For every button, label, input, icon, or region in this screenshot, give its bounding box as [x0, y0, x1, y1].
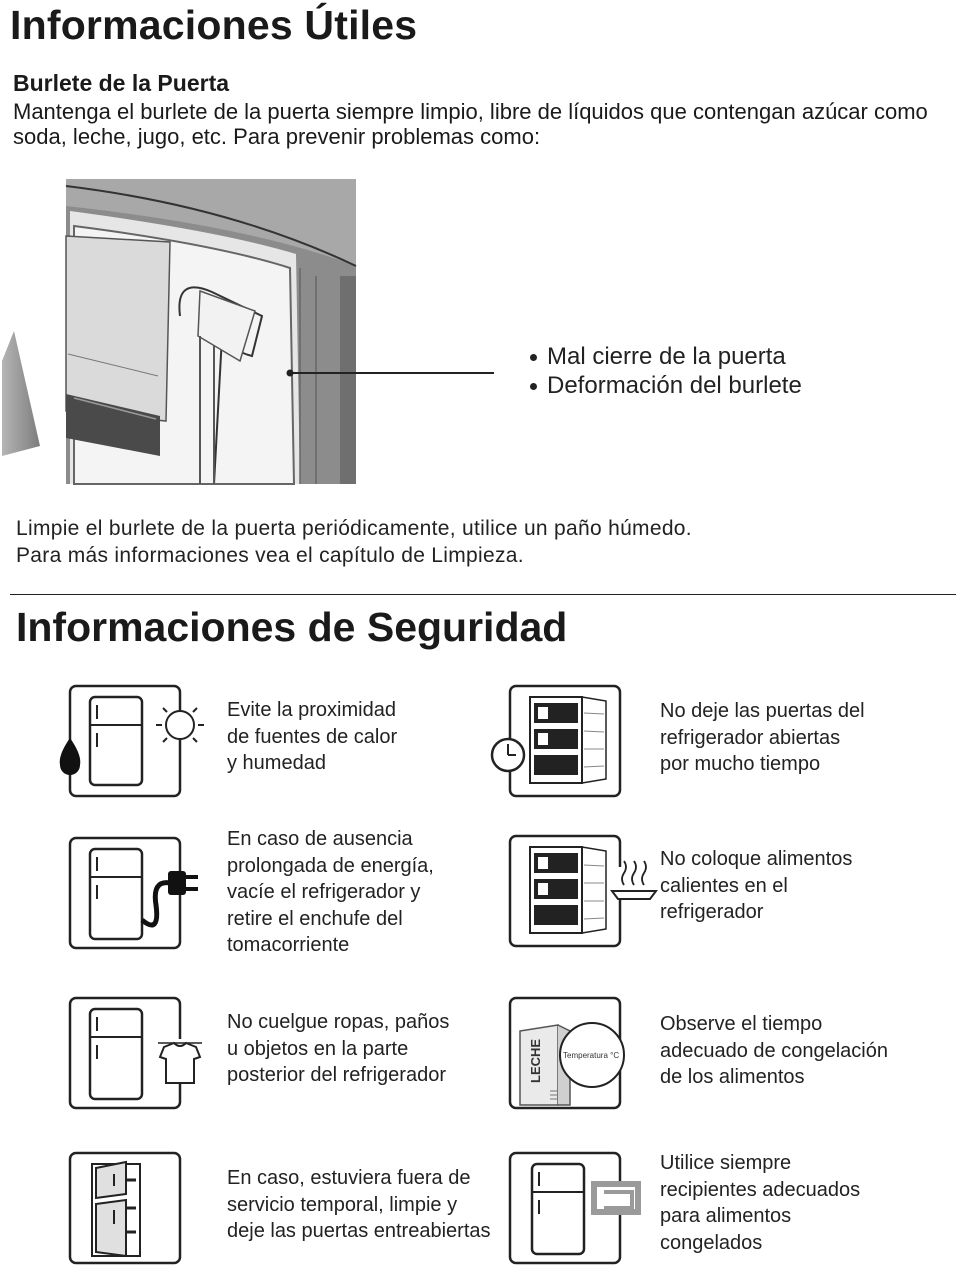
section-divider — [10, 594, 956, 595]
tip-line: Observe el tiempo — [660, 1013, 823, 1035]
tip-line: En caso, estuviera fuera de — [227, 1167, 471, 1189]
intro-line: soda, leche, jugo, etc. Para prevenir problemas como: — [13, 124, 541, 149]
tip-line: refrigerador — [660, 901, 764, 923]
tip-line: posterior del refrigerador — [227, 1064, 446, 1086]
doors-ajar-icon — [60, 1150, 190, 1268]
temperature-label: Temperatura °C — [563, 1051, 620, 1060]
tip-line: para alimentos — [660, 1205, 792, 1227]
tip-line: u objetos en la parte — [227, 1037, 409, 1060]
tip-line: por mucho tiempo — [660, 753, 821, 775]
cleaning-line: Limpie el burlete de la puerta periódicamente, utilice un paño húmedo. — [16, 517, 692, 540]
tip-line: de los alimentos — [660, 1066, 805, 1088]
gasket-heading: Burlete de la Puerta — [13, 70, 230, 96]
hanging-clothes-icon — [60, 995, 220, 1115]
intro-line: Mantenga el burlete de la puerta siempre limpio, libre de líquidos que contengan azúcar como — [13, 99, 928, 124]
page-title: Informaciones Útiles — [10, 2, 418, 48]
tip-line: recipientes adecuados — [660, 1178, 861, 1201]
tip-freezer-containers — [660, 1150, 860, 1256]
fridge-unplug-icon — [60, 835, 220, 955]
problem-list — [528, 342, 802, 400]
tip-line: refrigerador abiertas — [660, 726, 841, 749]
tip-hanging-clothes — [227, 1009, 449, 1089]
tip-line: tomacorriente — [227, 934, 350, 956]
problem-item: Deformación del burlete — [528, 371, 802, 400]
tip-line: No cuelgue ropas, paños — [227, 1011, 450, 1033]
gasket-intro — [13, 99, 953, 149]
tip-line: deje las puertas entreabiertas — [227, 1220, 491, 1242]
door-gasket-illustration — [0, 176, 520, 506]
tip-heat-humidity — [227, 697, 397, 777]
tip-line: No coloque alimentos — [660, 848, 853, 870]
tip-unplug — [227, 826, 434, 959]
cleaning-line: Para más informaciones vea el capítulo de Limpieza. — [16, 544, 524, 567]
open-doors-clock-icon — [488, 683, 628, 803]
tip-line: Evite la proximidad — [227, 699, 396, 721]
tip-line: Utilice siempre — [660, 1152, 792, 1174]
cleaning-note — [16, 515, 692, 569]
problem-item: Mal cierre de la puerta — [528, 342, 802, 371]
tip-line: y humedad — [227, 752, 326, 774]
tip-line: de fuentes de calor — [227, 725, 398, 748]
fridge-heat-humidity-icon — [50, 683, 210, 803]
tip-line: calientes en el — [660, 874, 788, 897]
tip-line: retire el enchufe del — [227, 907, 403, 930]
tip-line: prolongada de energía, — [227, 854, 434, 877]
tip-line: congelados — [660, 1231, 763, 1254]
tip-hot-food — [660, 846, 852, 926]
tip-doors-ajar — [227, 1165, 491, 1245]
tip-line: No deje las puertas del — [660, 700, 865, 722]
tip-freezing-time — [660, 1011, 888, 1091]
carton-label: LECHE — [528, 1038, 543, 1083]
tip-open-doors — [660, 698, 865, 778]
tip-line: servicio temporal, limpie y — [227, 1193, 458, 1216]
freezer-containers-icon — [508, 1150, 648, 1268]
tip-line: En caso de ausencia — [227, 828, 413, 850]
tip-line: vacíe el refrigerador y — [227, 881, 421, 903]
safety-title: Informaciones de Seguridad — [16, 604, 568, 650]
milk-carton-temperature-icon — [508, 995, 638, 1115]
tip-line: adecuado de congelación — [660, 1039, 888, 1062]
hot-food-icon — [508, 833, 660, 953]
